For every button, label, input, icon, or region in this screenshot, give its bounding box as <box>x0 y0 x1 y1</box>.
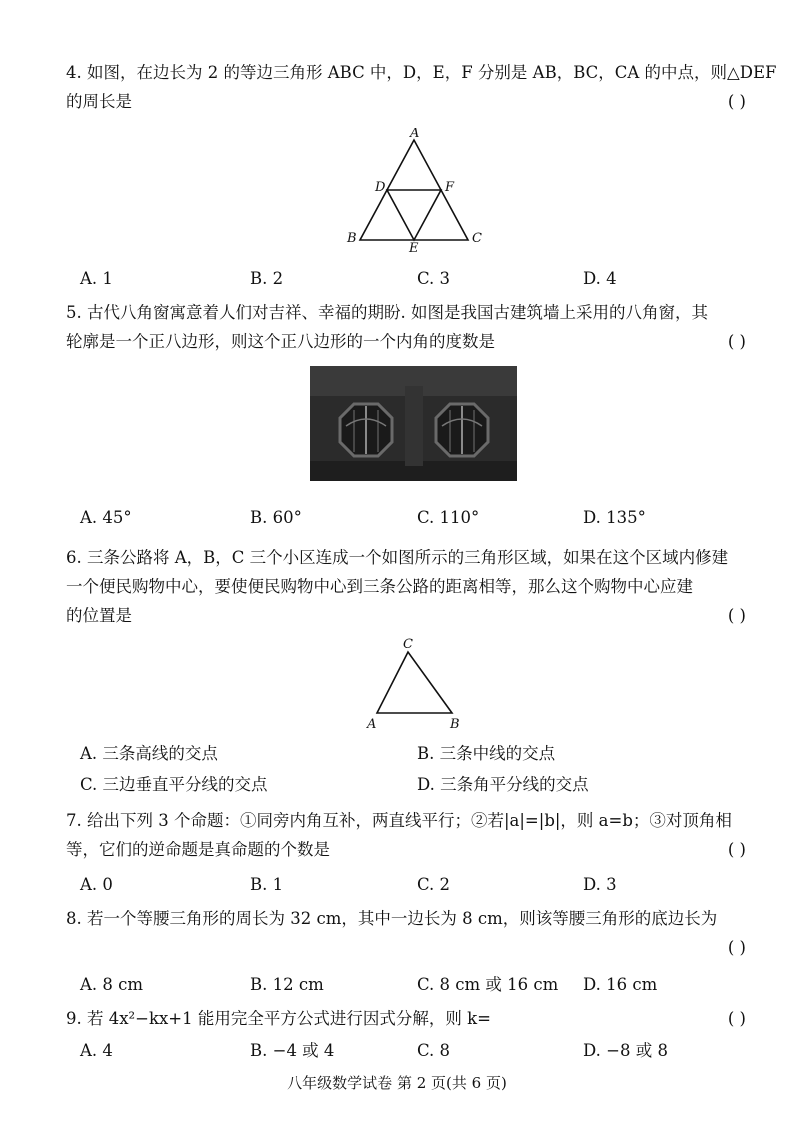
octagonal-window-photo <box>310 366 517 481</box>
option-8b[interactable]: B. 12 cm <box>250 975 324 994</box>
question-8-line-2 <box>66 933 748 962</box>
label-b: B <box>450 717 460 732</box>
label-a: A <box>410 128 420 141</box>
option-4d[interactable]: D. 4 <box>583 269 617 288</box>
question-4-line-2-text: 的周长是 <box>66 92 132 111</box>
option-6a[interactable]: A. 三条高线的交点 <box>80 744 218 763</box>
question-5-line-2-text: 轮廓是一个正八边形，则这个正八边形的一个内角的度数是 <box>66 332 495 351</box>
answer-paren-8[interactable]: ( ) <box>727 938 746 957</box>
triangle-def-svg <box>340 128 500 253</box>
page-footer: 八年级数学试卷 第 2 页(共 6 页) <box>287 1074 507 1092</box>
question-6-line-3-text: 的位置是 <box>66 606 132 625</box>
option-7c[interactable]: C. 2 <box>417 875 451 894</box>
label-d: D <box>375 180 386 195</box>
option-9b[interactable]: B. −4 或 4 <box>250 1041 335 1060</box>
option-6b[interactable]: B. 三条中线的交点 <box>417 744 556 763</box>
question-4-line-1: 4. 如图，在边长为 2 的等边三角形 ABC 中，D，E，F 分别是 AB，BC，CA 的中点，则△DEF <box>66 63 777 82</box>
label-e: E <box>409 241 419 253</box>
answer-paren-9[interactable]: ( ) <box>727 1009 746 1028</box>
option-6d[interactable]: D. 三条角平分线的交点 <box>417 775 589 794</box>
label-c: C <box>403 637 413 652</box>
question-5-line-1: 5. 古代八角窗寓意着人们对吉祥、幸福的期盼. 如图是我国古建筑墙上采用的八角窗，其 <box>66 303 708 322</box>
label-b: B <box>347 231 357 246</box>
octagonal-window-svg <box>310 366 517 481</box>
question-6 <box>66 543 748 630</box>
option-6c[interactable]: C. 三边垂直平分线的交点 <box>80 775 268 794</box>
question-4 <box>66 58 777 116</box>
answer-paren-7[interactable]: ( ) <box>727 840 746 859</box>
option-7d[interactable]: D. 3 <box>583 875 617 894</box>
question-7-line-2 <box>66 835 748 864</box>
label-c: C <box>472 231 482 246</box>
option-8d[interactable]: D. 16 cm <box>583 975 658 994</box>
option-4c[interactable]: C. 3 <box>417 269 451 288</box>
option-9c[interactable]: C. 8 <box>417 1041 451 1060</box>
option-8c[interactable]: C. 8 cm 或 16 cm <box>417 975 559 994</box>
question-6-line-2: 一个便民购物中心，要使便民购物中心到三条公路的距离相等，那么这个购物中心应建 <box>66 577 693 596</box>
triangle-abc-roads <box>377 652 452 713</box>
option-8a[interactable]: A. 8 cm <box>80 975 144 994</box>
option-7b[interactable]: B. 1 <box>250 875 284 894</box>
question-5-line-2 <box>66 327 748 356</box>
question-9 <box>66 1004 748 1033</box>
option-9d[interactable]: D. −8 或 8 <box>583 1041 668 1060</box>
question-8 <box>66 904 748 962</box>
option-9a[interactable]: A. 4 <box>80 1041 113 1060</box>
triangle-def-figure <box>340 128 500 257</box>
question-4-line-2 <box>66 87 748 116</box>
question-9-line-1-text: 9. 若 4x²−kx+1 能用完全平方公式进行因式分解，则 k= <box>66 1009 491 1028</box>
option-7a[interactable]: A. 0 <box>80 875 113 894</box>
option-4b[interactable]: B. 2 <box>250 269 284 288</box>
question-9-line-1 <box>66 1004 748 1033</box>
triangle-abc-svg <box>360 636 470 732</box>
option-5a[interactable]: A. 45° <box>80 508 132 527</box>
question-5 <box>66 298 748 356</box>
question-6-line-3 <box>66 601 748 630</box>
question-7-line-2-text: 等，它们的逆命题是真命题的个数是 <box>66 840 330 859</box>
label-a: A <box>367 717 377 732</box>
question-7 <box>66 806 748 864</box>
question-6-line-1: 6. 三条公路将 A，B，C 三个小区连成一个如图所示的三角形区域，如果在这个区域内修建 <box>66 548 729 567</box>
option-4a[interactable]: A. 1 <box>80 269 113 288</box>
question-8-line-1: 8. 若一个等腰三角形的周长为 32 cm，其中一边长为 8 cm，则该等腰三角形的底边长为 <box>66 909 718 928</box>
triangle-abc-figure <box>360 636 470 736</box>
option-5d[interactable]: D. 135° <box>583 508 646 527</box>
option-5b[interactable]: B. 60° <box>250 508 302 527</box>
answer-paren-4[interactable]: ( ) <box>727 92 746 111</box>
label-f: F <box>445 180 455 195</box>
triangle-def <box>387 190 441 240</box>
option-5c[interactable]: C. 110° <box>417 508 480 527</box>
answer-paren-6[interactable]: ( ) <box>727 606 746 625</box>
question-7-line-1: 7. 给出下列 3 个命题：①同旁内角互补，两直线平行；②若|a|=|b|，则 a=b；③对顶角相 <box>66 811 732 830</box>
answer-paren-5[interactable]: ( ) <box>727 332 746 351</box>
